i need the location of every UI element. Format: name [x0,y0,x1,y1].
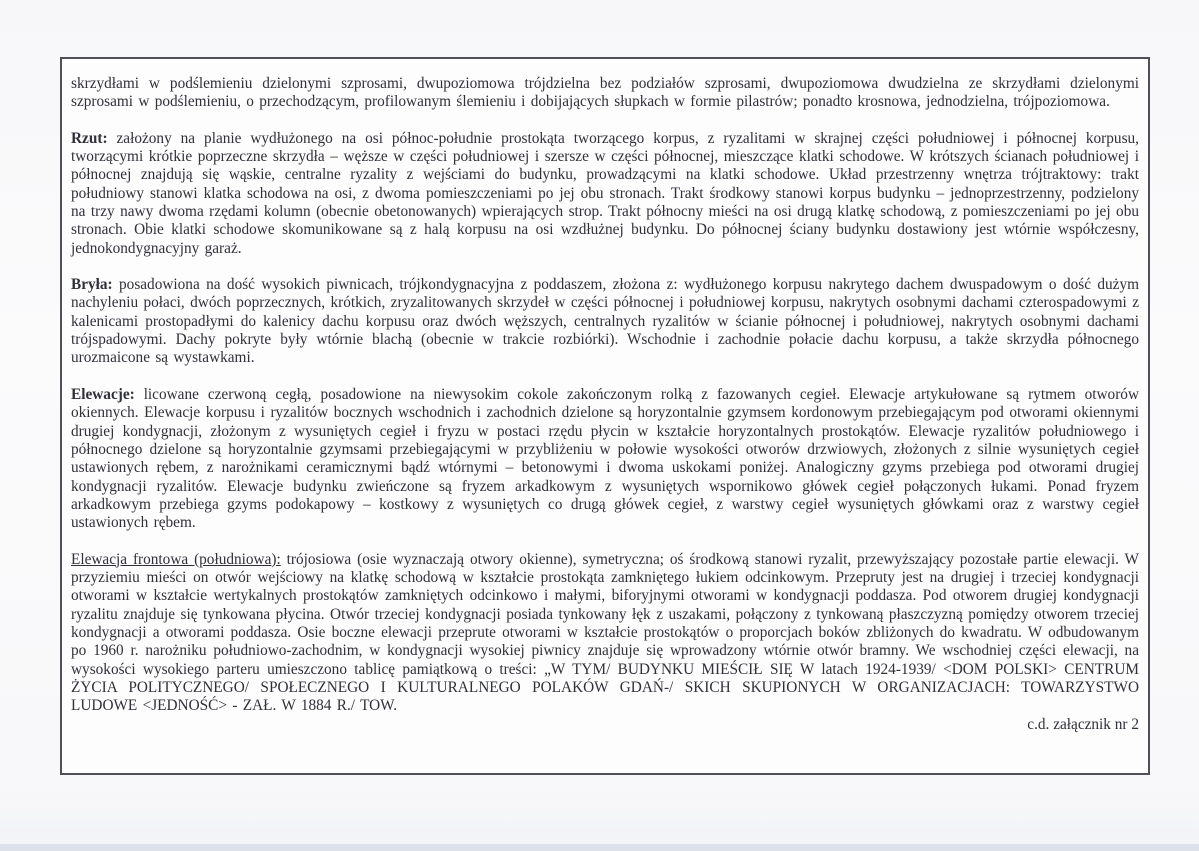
paragraph-rzut [71,130,1139,258]
paragraph-body: skrzydłami w podślemieniu dzielonymi szprosami, dwupoziomowa trójdzielna bez podziałów szprosami, dwupoziomowa dwudzielna ze skrzydłami dzielonymi szprosami w podślemieniu, o przechodzącym, profilowanym ślemieniu i dobijających słupkach w formie pilastrów; ponadto krosnowa, jednodzielna, trójpoziomowa. [71,75,1139,111]
paragraph-bryla [71,276,1139,368]
paragraph-lead: Bryła: [71,276,113,294]
paragraph-elewacje [71,386,1139,533]
paragraph-lead: Elewacje: [71,385,135,403]
continuation-note [71,716,1139,734]
scan-edge [0,844,1199,851]
paragraph-lead: Elewacja frontowa (południowa): [71,550,281,568]
paragraph-body: licowane czerwoną cegłą, posadowione na niewysokim cokole zakończonym rolką z fazowanych cegieł. Elewacje artykułowane są rytmem otworów okiennych. Elewacje korpusu i ryzalitów bocznych wschodnich i zachodnich dzielone są horyzontalnie gzymsem kordonowym przebiegającym pod otworami okiennymi drugiej kondygnacji, złożonym z wysuniętych cegieł i fryzu w postaci rzędu płycin w kształcie horyzontalnych prostokątów. Elewacje ryzalitów południowego i północnego dzielone są horyzontalnie gzymsami przebiegającymi w przybliżeniu w połowie wysokości otworów drzwiowych, złożonych z silnie wysuniętych cegieł ustawionych rębem, z narożnikami ceramicznymi bądź wtórnymi – betonowymi i dwoma uskokami poniżej. Analogiczny gzyms przebiega pod otworami drugiej kondygnacji ryzalitów. Elewacje budynku zwieńczone są fryzem arkadkowym z wysuniętych wspornikowo główek cegieł połączonych łukami. Ponad fryzem arkadkowym przebiega gzyms podokapowy – kostkowy z wysuniętych co drugą główek cegieł, z warstwy cegieł wysuniętych główkami oraz z warstwy cegieł ustawionych rębem. [71,385,1139,532]
paragraph-lead: Rzut: [71,129,108,147]
paragraph-window-description [71,75,1139,112]
paragraph-body: założony na planie wydłużonego na osi północ-południe prostokąta tworzącego korpus, z ryzalitami w skrajnej części południowej i północnej korpusu, tworzącymi krótkie poprzeczne skrzydła – węższe w części południowej i szersze w części północnej, mieszczące klatki schodowe. W krótszych ścianach południowej i północnej znajdują się wąskie, centralne ryzality z wejściami do budynku, prowadzącymi na klatki schodowe. Układ przestrzenny wnętrza trójtraktowy: trakt południowy stanowi klatka schodowa na osi, z dwoma pomieszczeniami po jej obu stronach. Trakt środkowy stanowi korpus budynku – jednoprzestrzenny, podzielony na trzy nawy dwoma rzędami kolumn (obecnie obetonowanych) wpierających strop. Trakt północny mieści na osi drugą klatkę schodową, z pomieszczeniami po jej obu stronach. Obie klatki schodowe skomunikowane są z halą korpusu na osi wzdłużnej budynku. Do północnej ściany budynku dostawiony jest wtórnie współczesny, jednokondygnacyjny garaż. [71,129,1139,257]
paragraph-elewacja-frontowa [71,551,1139,716]
paragraph-body: trójosiowa (osie wyznaczają otwory okienne), symetryczna; oś środkową stanowi ryzalit, przewyższający pozostałe partie elewacji. W przyziemiu mieści on otwór wejściowy na klatkę schodową w kształcie prostokąta zamkniętego łukiem odcinkowym. Przepruty jest na drugiej i trzeciej kondygnacji otworami w kształcie wertykalnych prostokątów zamkniętych odcinkowo i małymi, biforyjnymi otworami w kondygnacji poddasza. Pod otworem drugiej kondygnacji ryzalitu znajduje się tynkowana płycina. Otwór trzeciej kondygnacji posiada tynkowany łęk z uszakami, połączony z tynkowaną płaszczyzną pomiędzy otworem trzeciej kondygnacji a otworami poddasza. Osie boczne elewacji przeprute otworami w kształcie prostokątów o proporcjach boków zbliżonych do kwadratu. W odbudowanym po 1960 r. narożniku południowo-zachodnim, w kondygnacji wysokiej piwnicy znajduje się wprowadzony wtórnie otwór bramny. We wschodniej części elewacji, na wysokości wysokiego parteru umieszczono tablicę pamiątkową o treści: „W TYM/ BUDYNKU MIEŚCIŁ SIĘ W latach 1924-1939/ <DOM POLSKI> CENTRUM ŻYCIA POLITYCZNEGO/ SPOŁECZNEGO I KULTURALNEGO POLAKÓW GDAŃ-/ SKICH SKUPIONYCH W ORGANIZACJACH: TOWARZYSTWO LUDOWE <JEDNOŚĆ> - ZAŁ. W 1884 R./ TOW. [71,550,1139,715]
continuation-note-text: c.d. załącznik nr 2 [1027,715,1139,733]
paragraph-body: posadowiona na dość wysokich piwnicach, trójkondygnacyjna z poddaszem, złożona z: wydłużonego korpusu nakrytego dachem dwuspadowym o dość dużym nachyleniu połaci, dwóch poprzecznych, krótkich, zryzalitowanych skrzydeł w części północnej i południowej korpusu, nakrytych osobnymi dachami czterospadowymi z kalenicami prostopadłymi do kalenicy dachu korpusu oraz dwóch węższych, centralnych ryzalitów w ścianie północnej i południowej, nakrytych osobnymi dachami trójspadowymi. Dachy pokryte były wtórnie blachą (obecnie w trakcie rozbiórki). Wschodnie i zachodnie połacie dachu korpusu, a także skrzydła północnego urozmaicone są wystawkami. [71,276,1139,367]
document-page-border [60,57,1150,775]
